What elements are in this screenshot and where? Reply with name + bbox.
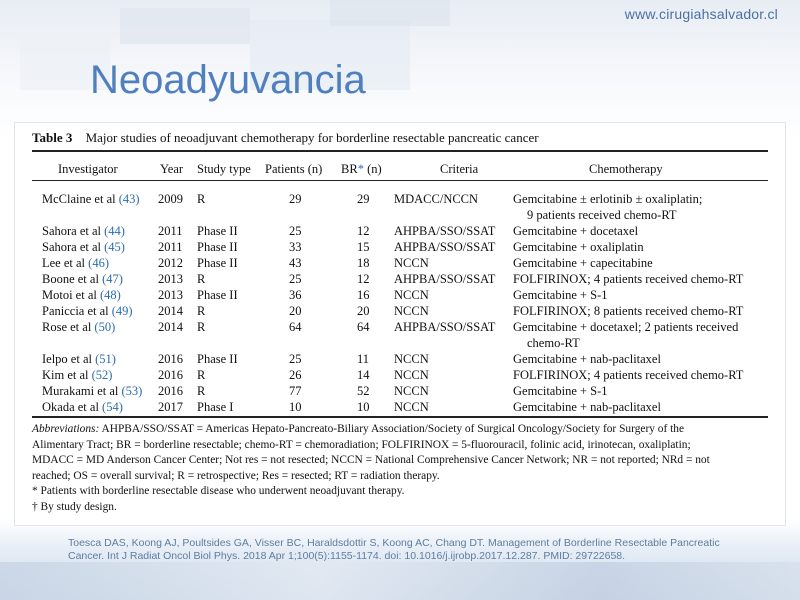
citation-line-2: Cancer. Int J Radiat Oncol Biol Phys. 2018 Apr 1;100(5):1155-1174. doi: 10.1016/j.ijrobp.2017.12.287. PMID: 29722658. (68, 550, 626, 562)
investigator-name: Motoi et al (42, 288, 100, 302)
table-row (15, 320, 785, 350)
cell-year: 2016 (158, 384, 183, 398)
abbreviations-line-2: Alimentary Tract; BR = borderline resectable; chemo-RT = chemoradiation; FOLFIRINOX = 5-fluorouracil, folinic acid, irinotecan, oxaliplatin; (32, 438, 691, 451)
cell-chemotherapy: Gemcitabine + S-1 (513, 384, 608, 398)
investigator-name: Murakami et al (42, 384, 122, 398)
citation-line-1: Toesca DAS, Koong AJ, Poultsides GA, Visser BC, Haraldsdottir S, Koong AC, Chang DT. Management of Borderline Resectable Pancreatic (68, 537, 720, 549)
cell-study-type: Phase II (197, 256, 238, 270)
cell-chemotherapy: Gemcitabine + nab-paclitaxel (513, 352, 661, 366)
cell-br: 18 (357, 256, 370, 270)
table-row (15, 304, 785, 320)
cell-investigator (42, 288, 121, 302)
reference-link[interactable]: (47) (102, 272, 123, 286)
table-caption-text: Major studies of neoadjuvant chemotherapy for borderline resectable pancreatic cancer (85, 130, 539, 145)
header-investigator: Investigator (58, 162, 118, 176)
cell-investigator (42, 240, 125, 254)
cell-investigator (42, 304, 133, 318)
cell-year: 2009 (158, 192, 183, 206)
table-row (15, 400, 785, 416)
slide-title: Neoadyuvancia (90, 58, 366, 102)
cell-investigator (42, 320, 115, 334)
reference-link[interactable]: (43) (118, 192, 140, 206)
cell-investigator (42, 272, 123, 286)
cell-criteria: NCCN (394, 256, 429, 270)
investigator-name: Sahora et al (42, 224, 105, 238)
reference-link[interactable]: (44) (104, 224, 125, 238)
cell-investigator (42, 400, 123, 414)
cell-study-type: Phase I (197, 400, 234, 414)
cell-criteria: NCCN (394, 384, 429, 398)
investigator-name: Rose et al (42, 320, 95, 334)
cell-br: 64 (357, 320, 370, 334)
cell-criteria: NCCN (394, 352, 429, 366)
cell-patients: 20 (289, 304, 302, 318)
cell-br: 16 (357, 288, 370, 302)
header-year: Year (160, 162, 184, 176)
abbreviations-line-3: MDACC = MD Anderson Cancer Center; Not res = not resected; NCCN = National Comprehensive Cancer Network; NR = not reported; NRd = not (32, 454, 710, 466)
cell-year: 2012 (158, 256, 183, 270)
cell-study-type: Phase II (197, 240, 238, 254)
table-row (15, 272, 785, 288)
investigator-name: Boone et al (42, 272, 103, 286)
cell-chemotherapy: FOLFIRINOX; 4 patients received chemo-RT (513, 272, 744, 286)
table-top-rule (32, 150, 768, 152)
reference-link[interactable]: (50) (94, 320, 116, 334)
abbreviations-line-4: reached; OS = overall survival; R = retrospective; Res = resected; RT = radiation therapy. (32, 469, 440, 482)
investigator-name: Lee et al (42, 256, 89, 270)
cell-year: 2013 (158, 288, 183, 302)
cell-criteria: AHPBA/SSO/SSAT (394, 240, 496, 254)
cell-investigator (42, 224, 125, 238)
cell-year: 2017 (158, 400, 183, 414)
reference-link[interactable]: (48) (99, 288, 121, 302)
cell-study-type: R (197, 320, 206, 334)
cell-study-type: Phase II (197, 288, 238, 302)
cell-study-type: R (197, 304, 206, 318)
table-row (15, 192, 785, 222)
header-br-text: BR (341, 162, 358, 176)
cell-study-type: R (197, 368, 206, 382)
cell-chemotherapy: Gemcitabine ± erlotinib ± oxaliplatin; (513, 192, 703, 206)
cell-chemotherapy: FOLFIRINOX; 8 patients received chemo-RT (513, 304, 744, 318)
cell-investigator (42, 192, 140, 206)
table-row (15, 288, 785, 304)
cell-criteria: NCCN (394, 400, 429, 414)
cell-investigator (42, 384, 142, 398)
cell-patients: 25 (289, 224, 302, 238)
cell-br: 12 (357, 272, 370, 286)
header-study-type: Study type (197, 162, 251, 176)
header-br (341, 162, 382, 176)
table-row (15, 240, 785, 256)
table-panel (15, 123, 785, 525)
reference-link[interactable]: (45) (104, 240, 125, 254)
cell-patients: 36 (289, 288, 302, 302)
cell-br: 52 (357, 384, 370, 398)
cell-patients: 64 (289, 320, 302, 334)
cell-year: 2014 (158, 320, 183, 334)
abbreviations-line-1: AHPBA/SSO/SSAT = Americas Hepato-Pancreato-Biliary Association/Society of Surgical Oncology/Society for Surgery of the (101, 423, 685, 435)
cell-study-type: R (197, 272, 206, 286)
cell-criteria: AHPBA/SSO/SSAT (394, 320, 496, 334)
investigator-name: Okada et al (42, 400, 103, 414)
reference-link[interactable]: (49) (111, 304, 133, 318)
cell-criteria: AHPBA/SSO/SSAT (394, 224, 496, 238)
cell-patients: 43 (289, 256, 302, 270)
reference-link[interactable]: (54) (102, 400, 123, 414)
table-row (15, 256, 785, 272)
cell-criteria: MDACC/NCCN (394, 192, 479, 206)
cell-chemotherapy: FOLFIRINOX; 4 patients received chemo-RT (513, 368, 744, 382)
cell-patients: 25 (289, 352, 302, 366)
citation (68, 537, 768, 563)
cell-br: 12 (357, 224, 370, 238)
cell-patients: 77 (289, 384, 302, 398)
table-header-rule (32, 180, 768, 181)
cell-investigator (42, 352, 116, 366)
cell-patients: 26 (289, 368, 302, 382)
table-footnotes (32, 422, 772, 515)
cell-study-type: R (197, 192, 206, 206)
header-patients: Patients (n) (265, 162, 323, 176)
cell-year: 2016 (158, 368, 183, 382)
cell-year: 2011 (158, 240, 183, 254)
cell-criteria: NCCN (394, 304, 429, 318)
cell-br: 15 (357, 240, 370, 254)
cell-chemotherapy-continued: chemo-RT (527, 336, 580, 350)
website-url: www.cirugiahsalvador.cl (624, 6, 778, 22)
investigator-name: McClaine et al (42, 192, 119, 206)
cell-chemotherapy-continued: 9 patients received chemo-RT (527, 208, 677, 222)
cell-year: 2013 (158, 272, 183, 286)
cell-chemotherapy: Gemcitabine + capecitabine (513, 256, 653, 270)
investigator-name: Ielpo et al (42, 352, 96, 366)
table-row (15, 368, 785, 384)
cell-chemotherapy: Gemcitabine + docetaxel; 2 patients received (513, 320, 739, 334)
cell-chemotherapy: Gemcitabine + nab-paclitaxel (513, 400, 661, 414)
cell-br: 29 (357, 192, 370, 206)
table-row (15, 224, 785, 240)
cell-patients: 10 (289, 400, 302, 414)
cell-study-type: R (197, 384, 206, 398)
cell-investigator (42, 368, 112, 382)
cell-criteria: NCCN (394, 368, 429, 382)
footnote-star: * Patients with borderline resectable disease who underwent neoadjuvant therapy. (32, 485, 405, 497)
cell-patients: 25 (289, 272, 302, 286)
cell-chemotherapy: Gemcitabine + S-1 (513, 288, 608, 302)
reference-link[interactable]: (53) (121, 384, 143, 398)
cell-criteria: AHPBA/SSO/SSAT (394, 272, 496, 286)
cell-br: 20 (357, 304, 370, 318)
reference-link[interactable]: (52) (91, 368, 113, 382)
abbreviations-label: Abbreviations: (32, 423, 100, 435)
cell-study-type: Phase II (197, 224, 238, 238)
cell-patients: 29 (289, 192, 302, 206)
table-caption (32, 130, 539, 146)
table-row (15, 384, 785, 400)
reference-link[interactable]: (51) (95, 352, 116, 366)
cell-investigator (42, 256, 109, 270)
cell-year: 2011 (158, 224, 183, 238)
cell-br: 14 (357, 368, 370, 382)
investigator-name: Paniccia et al (42, 304, 112, 318)
cell-chemotherapy: Gemcitabine + oxaliplatin (513, 240, 644, 254)
cell-patients: 33 (289, 240, 302, 254)
header-br-mark: * (357, 162, 364, 176)
footnote-dagger: † By study design. (32, 500, 117, 513)
cell-chemotherapy: Gemcitabine + docetaxel (513, 224, 639, 238)
investigator-name: Kim et al (42, 368, 92, 382)
cell-year: 2014 (158, 304, 183, 318)
cell-br: 11 (357, 352, 370, 366)
reference-link[interactable]: (46) (88, 256, 109, 270)
investigator-name: Sahora et al (42, 240, 105, 254)
cell-br: 10 (357, 400, 370, 414)
table-bottom-rule (32, 416, 768, 418)
table-row (15, 352, 785, 368)
header-criteria: Criteria (440, 162, 479, 176)
header-br-unit: (n) (363, 162, 382, 176)
table-label: Table 3 (32, 130, 73, 145)
header-chemotherapy: Chemotherapy (589, 162, 663, 176)
cell-year: 2016 (158, 352, 183, 366)
cell-criteria: NCCN (394, 288, 429, 302)
cell-study-type: Phase II (197, 352, 238, 366)
